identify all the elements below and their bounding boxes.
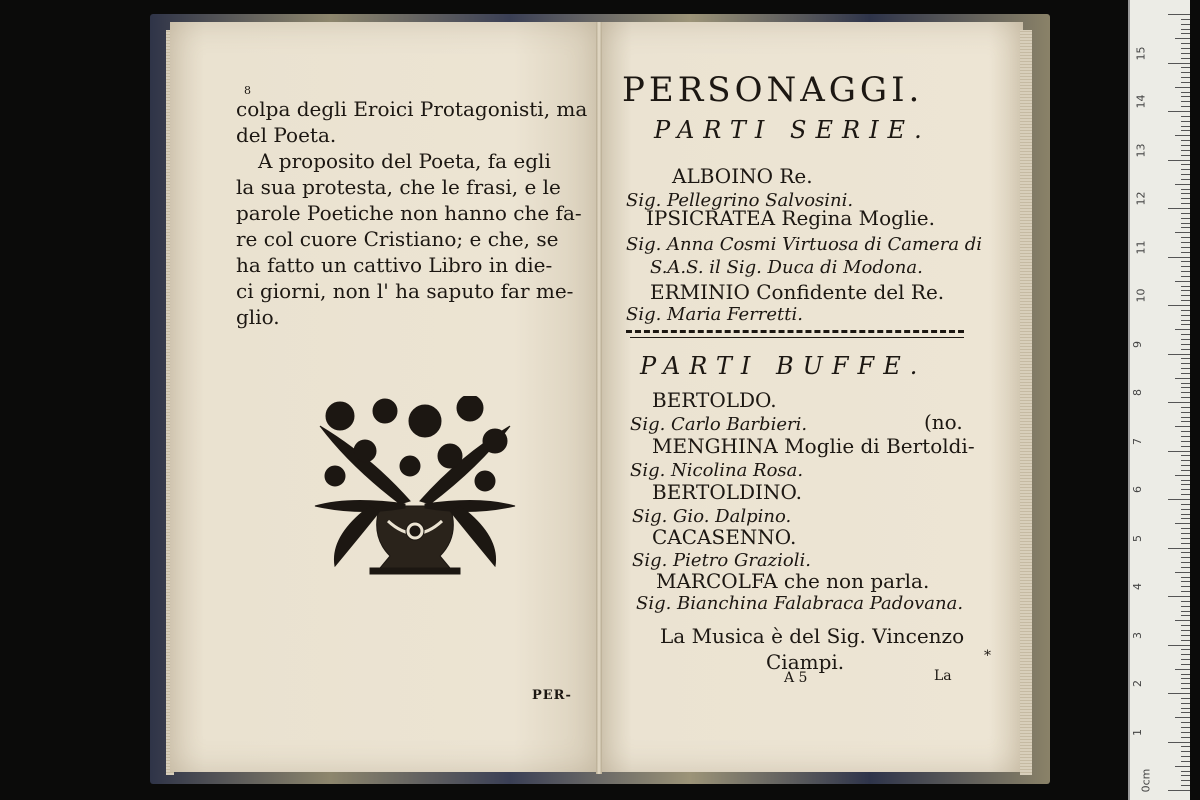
ruler-tick (1168, 208, 1190, 209)
ruler-tick (1181, 324, 1190, 325)
ruler-tick (1181, 586, 1190, 587)
ruler-tick (1168, 742, 1190, 743)
ruler-tick (1175, 620, 1190, 621)
section-heading: PARTI BUFFE. (640, 352, 927, 380)
ruler-tick (1181, 562, 1190, 563)
ruler-tick (1181, 635, 1190, 636)
ruler-tick (1181, 24, 1190, 25)
ruler-tick (1181, 392, 1190, 393)
ruler-tick (1175, 523, 1190, 524)
ruler-tick (1181, 213, 1190, 214)
catchword: La (934, 668, 952, 684)
ruler-tick (1181, 223, 1190, 224)
ruler-label: 15 (1134, 46, 1148, 60)
cast-name: Sig. Bianchina Falabraca Padovana. (636, 593, 964, 614)
ruler-tick (1181, 703, 1190, 704)
ruler-tick (1168, 499, 1190, 500)
ruler-tick (1168, 63, 1190, 64)
role-name: ERMINIO Confidente del Re. (650, 280, 945, 304)
ruler-tick (1168, 596, 1190, 597)
cast-name: Sig. Pellegrino Salvosini. (626, 190, 854, 211)
cast-name: Sig. Carlo Barbieri. (630, 414, 808, 435)
book-gutter (596, 22, 602, 774)
text-line: A proposito del Poeta, fa egli (258, 149, 551, 173)
ruler-tick (1181, 708, 1190, 709)
ruler-label: 12 (1134, 191, 1148, 206)
ruler-tick (1181, 58, 1190, 59)
ruler-tick (1181, 169, 1190, 170)
ruler-tick (1181, 33, 1190, 34)
ruler-tick (1181, 649, 1190, 650)
ruler-tick (1175, 378, 1190, 379)
ruler-label: 4 (1131, 583, 1144, 590)
ruler-tick (1168, 160, 1190, 161)
ruler-tick (1181, 712, 1190, 713)
ruler-label: 10 (1134, 288, 1148, 303)
ruler-tick (1181, 407, 1190, 408)
ruler-tick (1175, 475, 1190, 476)
ruler-tick (1181, 339, 1190, 340)
text-line: la sua protesta, che le frasi, e le (236, 175, 561, 199)
ruler-tick (1168, 693, 1190, 694)
divider-rule (626, 330, 964, 333)
ruler-tick (1181, 397, 1190, 398)
section-heading: PARTI SERIE. (654, 116, 931, 144)
cast-name: Sig. Nicolina Rosa. (630, 460, 804, 481)
ruler-tick (1181, 518, 1190, 519)
cast-name: Sig. Anna Cosmi Virtuosa di Camera di (626, 234, 983, 255)
ruler-tick (1181, 271, 1190, 272)
ruler-tick (1181, 140, 1190, 141)
ruler-tick (1175, 232, 1190, 233)
ruler-tick (1175, 426, 1190, 427)
ruler-tick (1168, 645, 1190, 646)
text-line: ci giorni, non l' ha saputo far me- (236, 279, 574, 303)
cast-name: Sig. Pietro Grazioli. (632, 550, 811, 571)
ruler-tick (1175, 329, 1190, 330)
ruler-tick (1181, 82, 1190, 83)
ruler-tick (1175, 281, 1190, 282)
ruler-tick (1181, 436, 1190, 437)
cast-name: S.A.S. il Sig. Duca di Modona. (650, 257, 923, 278)
ruler-tick (1168, 402, 1190, 403)
ruler-tick (1181, 247, 1190, 248)
ruler-tick (1181, 577, 1190, 578)
ruler-tick (1181, 412, 1190, 413)
ruler-tick (1181, 528, 1190, 529)
ruler-tick (1181, 121, 1190, 122)
ruler-tick (1181, 266, 1190, 267)
role-name: CACASENNO. (652, 525, 797, 549)
ruler-tick (1181, 320, 1190, 321)
cast-name: Sig. Maria Ferretti. (626, 304, 803, 325)
ruler-tick (1181, 310, 1190, 311)
ruler-tick (1181, 373, 1190, 374)
ruler-tick (1181, 368, 1190, 369)
page-edges-right (1020, 30, 1032, 775)
ruler-tick (1181, 286, 1190, 287)
ruler-tick (1168, 14, 1190, 15)
ruler-tick (1181, 43, 1190, 44)
ruler-tick (1181, 387, 1190, 388)
ruler-tick (1181, 431, 1190, 432)
ruler-label: 0cm (1139, 768, 1153, 793)
ruler-tick (1175, 38, 1190, 39)
ruler-tick (1181, 688, 1190, 689)
ruler-label: 13 (1134, 143, 1148, 157)
ruler-tick (1181, 383, 1190, 384)
ruler-tick (1181, 261, 1190, 262)
ruler-tick (1181, 727, 1190, 728)
ruler-tick (1168, 548, 1190, 549)
ruler-tick (1181, 465, 1190, 466)
ruler-tick (1181, 106, 1190, 107)
ruler-tick (1181, 732, 1190, 733)
ruler-tick (1181, 722, 1190, 723)
ruler-tick (1181, 494, 1190, 495)
ruler-tick (1181, 470, 1190, 471)
ruler-tick (1181, 363, 1190, 364)
ruler-tick (1181, 96, 1190, 97)
ruler-tick (1181, 237, 1190, 238)
ruler-tick (1181, 615, 1190, 616)
ruler-tick (1181, 533, 1190, 534)
ruler-tick (1181, 179, 1190, 180)
ruler-tick (1181, 145, 1190, 146)
ruler-tick (1181, 489, 1190, 490)
ruler-tick (1181, 300, 1190, 301)
ruler-tick (1181, 116, 1190, 117)
ruler-label: 7 (1131, 437, 1144, 445)
text-line: re col cuore Cristiano; e che, se (236, 227, 559, 251)
ruler-tick (1168, 354, 1190, 355)
ruler-tick (1181, 751, 1190, 752)
ruler-tick (1181, 315, 1190, 316)
ruler-tick (1175, 87, 1190, 88)
ruler-tick (1181, 77, 1190, 78)
ruler-tick (1181, 683, 1190, 684)
ruler-tick (1181, 344, 1190, 345)
ruler-tick (1181, 441, 1190, 442)
ruler-tick (1181, 164, 1190, 165)
ruler-tick (1181, 581, 1190, 582)
ruler-tick (1168, 305, 1190, 306)
flower-vase-ornament (310, 396, 520, 578)
ruler-tick (1175, 135, 1190, 136)
ruler-tick (1175, 184, 1190, 185)
text-line: ha fatto un cattivo Libro in die- (236, 253, 553, 277)
ruler-tick (1175, 572, 1190, 573)
text-line: glio. (236, 305, 280, 329)
ruler-tick (1181, 53, 1190, 54)
ruler-tick (1175, 766, 1190, 767)
text-line: del Poeta. (236, 123, 337, 147)
ruler-tick (1181, 155, 1190, 156)
role-name: ALBOINO Re. (672, 164, 813, 188)
ruler-tick (1168, 257, 1190, 258)
ruler-tick (1181, 334, 1190, 335)
ruler-tick (1181, 674, 1190, 675)
ruler-tick (1181, 126, 1190, 127)
ruler-tick (1181, 567, 1190, 568)
text-line: colpa degli Eroici Protagonisti, ma (236, 97, 588, 121)
ruler-tick (1181, 601, 1190, 602)
ruler-tick (1181, 761, 1190, 762)
ruler-tick (1181, 48, 1190, 49)
measurement-ruler (1128, 0, 1190, 800)
ruler-tick (1168, 111, 1190, 112)
ruler-tick (1181, 174, 1190, 175)
role-name: BERTOLDINO. (652, 480, 803, 504)
role-name: IPSICRATEA Regina Moglie. (646, 206, 935, 230)
ruler-label: 2 (1131, 680, 1144, 687)
ruler-tick (1181, 698, 1190, 699)
ruler-tick (1181, 189, 1190, 190)
ruler-tick (1181, 480, 1190, 481)
ruler-label: 3 (1131, 631, 1144, 639)
ruler-label: 1 (1131, 728, 1144, 736)
page-number: 8 (244, 84, 251, 97)
ruler-tick (1181, 150, 1190, 151)
ruler-tick (1181, 756, 1190, 757)
ruler-label: 14 (1134, 94, 1148, 109)
catchword: PER- (532, 688, 572, 703)
ruler-tick (1181, 290, 1190, 291)
ruler-label: 6 (1131, 486, 1144, 493)
ruler-tick (1175, 669, 1190, 670)
ruler-tick (1181, 557, 1190, 558)
ruler-tick (1181, 591, 1190, 592)
ruler-tick (1181, 295, 1190, 296)
ruler-tick (1181, 252, 1190, 253)
ruler-tick (1181, 775, 1190, 776)
ruler-tick (1181, 611, 1190, 612)
ruler-tick (1181, 552, 1190, 553)
ruler-tick (1181, 101, 1190, 102)
cast-name: Sig. Gio. Dalpino. (632, 506, 792, 527)
role-name: BERTOLDO. (652, 388, 777, 412)
page-title: PERSONAGGI. (622, 70, 924, 110)
ruler-tick (1181, 242, 1190, 243)
ruler-tick (1181, 514, 1190, 515)
ruler-tick (1181, 130, 1190, 131)
ruler-tick (1181, 484, 1190, 485)
ruler-tick (1181, 737, 1190, 738)
ruler-tick (1168, 451, 1190, 452)
ruler-tick (1181, 509, 1190, 510)
signature-mark: A 5 (784, 670, 808, 686)
ruler-tick (1181, 771, 1190, 772)
ruler-tick (1181, 193, 1190, 194)
ruler-tick (1181, 67, 1190, 68)
ruler-tick (1181, 625, 1190, 626)
ruler-tick (1181, 460, 1190, 461)
role-name: MARCOLFA che non parla. (656, 569, 930, 593)
ruler-tick (1181, 664, 1190, 665)
ruler-tick (1181, 421, 1190, 422)
ruler-tick (1181, 446, 1190, 447)
ruler-tick (1181, 659, 1190, 660)
ruler-tick (1175, 717, 1190, 718)
ruler-tick (1181, 72, 1190, 73)
ruler-tick (1181, 417, 1190, 418)
star-mark: * (984, 648, 991, 664)
role-name: MENGHINA Moglie di Bertoldi- (652, 434, 975, 458)
ruler-tick (1181, 276, 1190, 277)
text-line: parole Poetiche non hanno che fa- (236, 201, 582, 225)
ruler-tick (1181, 543, 1190, 544)
ruler-tick (1181, 29, 1190, 30)
ruler-tick (1181, 606, 1190, 607)
ruler-tick (1181, 678, 1190, 679)
ruler-tick (1181, 538, 1190, 539)
ruler-label: 11 (1134, 240, 1148, 254)
ruler-label: 9 (1131, 340, 1144, 348)
ruler-tick (1181, 746, 1190, 747)
ruler-tick (1181, 504, 1190, 505)
ruler-tick (1181, 227, 1190, 228)
ruler-label: 5 (1131, 534, 1144, 542)
ruler-tick (1181, 785, 1190, 786)
ruler-tick (1181, 780, 1190, 781)
ruler-tick (1181, 640, 1190, 641)
ruler-tick (1181, 349, 1190, 350)
ruler-tick (1168, 790, 1190, 791)
ruler-tick (1181, 203, 1190, 204)
ruler-label: 8 (1131, 389, 1144, 396)
music-credit: Ciampi. (766, 650, 845, 674)
music-credit: La Musica è del Sig. Vincenzo (660, 624, 965, 648)
ruler-tick (1181, 198, 1190, 199)
ruler-tick (1181, 654, 1190, 655)
ruler-tick (1181, 630, 1190, 631)
ruler-tick (1181, 455, 1190, 456)
ruler-tick (1181, 358, 1190, 359)
continuation-mark: (no. (924, 410, 963, 434)
divider-rule (630, 337, 964, 338)
ruler-tick (1181, 92, 1190, 93)
ruler-tick (1181, 218, 1190, 219)
ruler-tick (1181, 19, 1190, 20)
